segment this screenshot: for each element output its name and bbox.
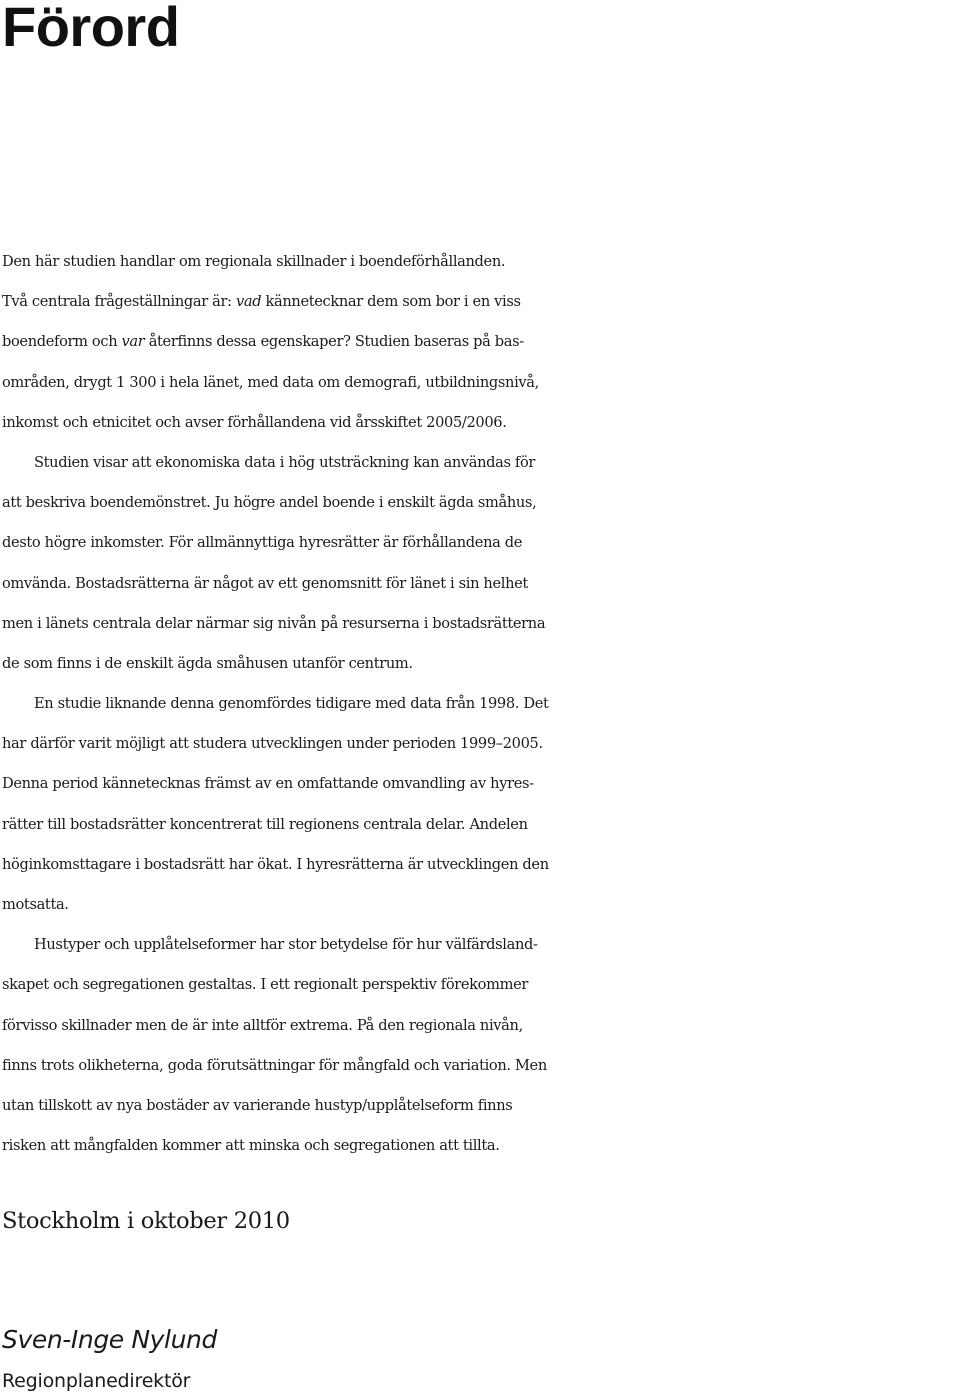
text-line: men i länets centrala delar närmar sig nivån på resurserna i bostadsrätterna	[2, 614, 546, 632]
text-line: Den här studien handlar om regionala skillnader i boendeförhållanden.	[2, 253, 506, 270]
page-title: Förord	[2, 0, 180, 58]
text-line: höginkomsttagare i bostadsrätt har ökat. I hyresrätterna är utvecklingen den	[2, 855, 549, 873]
text-line: Hustyper och upplåtelseformer har stor betydelse för hur välfärdsland-	[34, 936, 538, 954]
text-line: att beskriva boendemönstret. Ju högre andel boende i enskilt ägda småhus,	[2, 494, 537, 512]
emphasis-var: var	[121, 333, 145, 351]
text-line	[2, 282, 960, 322]
text-line: Studien visar att ekonomiska data i hög utsträckning kan användas för	[34, 453, 536, 471]
text-line	[2, 322, 960, 362]
text-segment: kännetecknar dem som bor i en viss	[261, 293, 521, 311]
text-line: desto högre inkomster. För allmännyttiga hyresrätter är förhållandena de	[2, 534, 523, 552]
text-line: har därför varit möjligt att studera utvecklingen under perioden 1999–2005.	[2, 735, 543, 753]
place-date-line: Stockholm i oktober 2010	[2, 1208, 290, 1234]
text-line: de som finns i de enskilt ägda småhusen utanför centrum.	[2, 654, 413, 672]
paragraph-conclusion	[2, 925, 960, 1166]
text-line: finns trots olikheterna, goda förutsättningar för mångfald och variation. Men	[2, 1056, 547, 1074]
text-line: En studie liknande denna genomfördes tidigare med data från 1998. Det	[34, 695, 549, 713]
text-line: skapet och segregationen gestaltas. I ett regionalt perspektiv förekommer	[2, 976, 528, 994]
signature-title: Regionplanedirektör	[2, 1370, 191, 1392]
text-line: förvisso skillnader men de är inte alltför extrema. På den regionala nivån,	[2, 1016, 523, 1034]
text-line: områden, drygt 1 300 i hela länet, med data om demografi, utbildningsnivå,	[2, 373, 539, 391]
signature-name: Sven-Inge Nylund	[2, 1325, 217, 1354]
emphasis-vad: vad	[235, 293, 262, 311]
text-segment: återfinns dessa egenskaper? Studien baseras på bas-	[144, 333, 524, 351]
text-line: Denna period kännetecknas främst av en omfattande omvandling av hyres-	[2, 775, 534, 793]
text-line: utan tillskott av nya bostäder av varierande hustyp/upplåtelseform finns	[2, 1096, 513, 1114]
text-line: inkomst och etnicitet och avser förhållandena vid årsskiftet 2005/2006.	[2, 413, 507, 431]
paragraph-comparison	[2, 684, 960, 925]
text-segment: boendeform och	[2, 333, 122, 351]
paragraph-intro	[2, 242, 960, 443]
text-segment: Två centrala frågeställningar är:	[2, 293, 236, 311]
text-line: motsatta.	[2, 896, 69, 913]
text-line: omvända. Bostadsrätterna är något av ett genomsnitt för länet i sin helhet	[2, 574, 528, 592]
paragraph-findings	[2, 443, 960, 684]
text-line: rätter till bostadsrätter koncentrerat till regionens centrala delar. Andelen	[2, 815, 528, 833]
text-line: risken att mångfalden kommer att minska och segregationen att tillta.	[2, 1137, 500, 1155]
preface-body	[2, 242, 960, 1166]
